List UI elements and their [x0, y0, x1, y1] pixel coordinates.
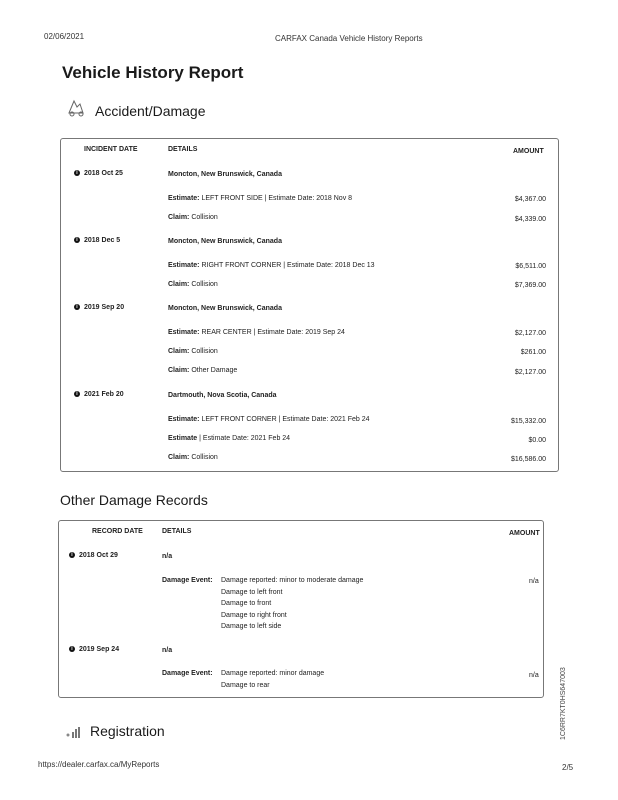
- damage-event-lines: Damage reported: minor damage Damage to rear: [221, 670, 325, 689]
- incident-amount: $2,127.00: [514, 330, 546, 337]
- col-details: DETAILS: [168, 146, 198, 153]
- car-crash-icon: [65, 97, 87, 119]
- incident-date: i 2021 Feb 20: [74, 391, 124, 398]
- incident-amount: $6,511.00: [515, 263, 546, 270]
- incident-date: i 2018 Oct 25: [74, 170, 123, 177]
- footer-url[interactable]: https://dealer.carfax.ca/MyReports: [38, 760, 160, 769]
- incident-row: Estimate: LEFT FRONT CORNER | Estimate Date: 2021 Feb 24: [168, 416, 370, 423]
- record-date: i 2018 Oct 29: [69, 552, 118, 559]
- accident-section-title: Accident/Damage: [95, 103, 206, 119]
- col-record-date: RECORD DATE: [92, 528, 143, 535]
- incident-row: Claim: Collision: [168, 454, 218, 461]
- col-amount: AMOUNT: [509, 530, 540, 537]
- incident-row: Claim: Collision: [168, 214, 218, 221]
- other-damage-table: [58, 520, 544, 698]
- record-details: n/a: [162, 647, 173, 654]
- page-number: 2/5: [562, 763, 574, 772]
- page-title: Vehicle History Report: [62, 63, 244, 82]
- incident-row: Claim: Other Damage: [168, 367, 238, 374]
- col-amount: AMOUNT: [513, 148, 544, 155]
- damage-event-lines: Damage reported: minor to moderate damage Damage to left front Damage to front Damage to right front Damage to left side: [221, 577, 364, 630]
- incident-date: i 2018 Dec 5: [74, 237, 120, 244]
- incident-row: Estimate | Estimate Date: 2021 Feb 24: [168, 435, 291, 442]
- incident-row: Estimate: REAR CENTER | Estimate Date: 2019 Sep 24: [168, 329, 345, 336]
- incident-amount: $16,586.00: [510, 456, 546, 463]
- print-title: CARFAX Canada Vehicle History Reports: [275, 34, 423, 43]
- incident-amount: $7,369.00: [514, 282, 546, 289]
- print-date: 02/06/2021: [44, 32, 85, 41]
- record-amount: n/a: [529, 672, 539, 679]
- damage-event-label: Damage Event:: [162, 577, 213, 584]
- info-bullet-icon: i: [69, 552, 75, 558]
- col-details: DETAILS: [162, 528, 192, 535]
- incident-amount: $4,339.00: [514, 216, 546, 223]
- info-bullet-icon: i: [69, 646, 75, 652]
- info-bullet-icon: i: [74, 391, 80, 397]
- incident-amount: $261.00: [520, 349, 546, 356]
- vin-side-text: 1C6RR7KT0HS647003: [560, 667, 567, 740]
- incident-amount: $2,127.00: [514, 369, 546, 376]
- incident-row: Estimate: RIGHT FRONT CORNER | Estimate Date: 2018 Dec 13: [168, 262, 375, 269]
- col-incident-date: INCIDENT DATE: [84, 146, 138, 153]
- incident-amount: $15,332.00: [510, 418, 546, 425]
- incident-row: Claim: Collision: [168, 281, 218, 288]
- incident-location: Moncton, New Brunswick, Canada: [168, 171, 282, 178]
- info-bullet-icon: i: [74, 237, 80, 243]
- incident-location: Moncton, New Brunswick, Canada: [168, 238, 282, 245]
- registration-section-title: Registration: [90, 723, 165, 739]
- other-damage-section-title: Other Damage Records: [60, 492, 208, 508]
- record-amount: n/a: [529, 578, 539, 585]
- incident-row: Claim: Collision: [168, 348, 218, 355]
- incident-amount: $4,367.00: [514, 196, 546, 203]
- info-bullet-icon: i: [74, 170, 80, 176]
- accident-table: [60, 138, 559, 472]
- damage-event-label: Damage Event:: [162, 670, 213, 677]
- registration-icon: [65, 726, 83, 740]
- info-bullet-icon: i: [74, 304, 80, 310]
- incident-row: Estimate: LEFT FRONT SIDE | Estimate Date: 2018 Nov 8: [168, 195, 353, 202]
- incident-location: Moncton, New Brunswick, Canada: [168, 305, 282, 312]
- incident-date: i 2019 Sep 20: [74, 304, 124, 311]
- record-details: n/a: [162, 553, 173, 560]
- record-date: i 2019 Sep 24: [69, 646, 119, 653]
- incident-location: Dartmouth, Nova Scotia, Canada: [168, 392, 277, 399]
- incident-amount: $0.00: [528, 437, 546, 444]
